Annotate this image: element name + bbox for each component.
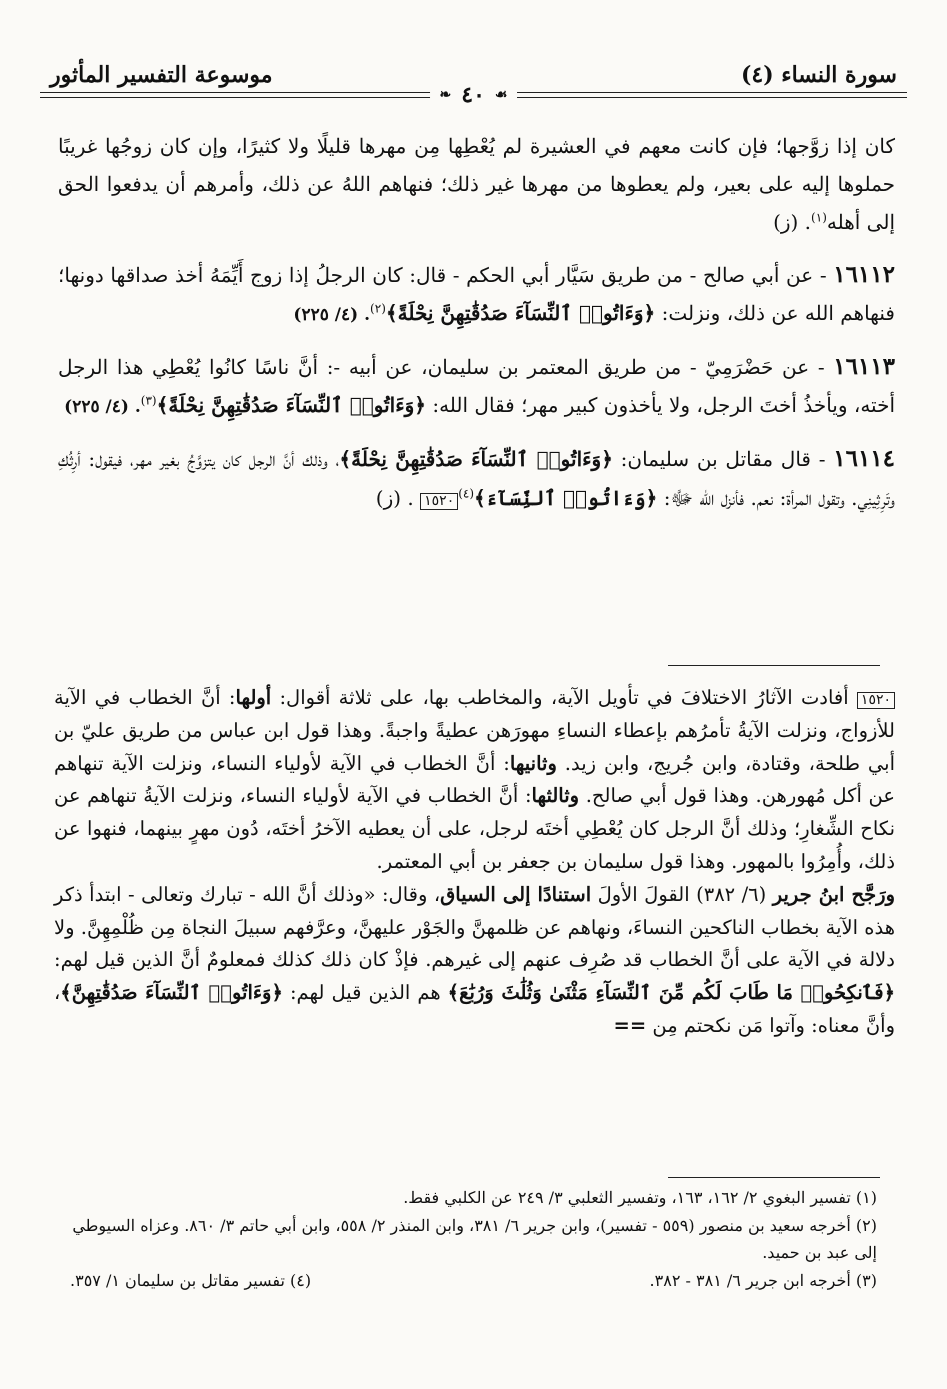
- athar-text: - قال مقاتل بن سليمان:: [612, 447, 834, 472]
- commentary-separator: [668, 665, 880, 666]
- quran-verse: ﴿وَءَاتُوا۟ ٱلنِّسَآءَ صَدُقَٰتِهِنَّ نِحْلَةً﴾: [385, 300, 656, 325]
- athar-number: ١٦١١٤: [833, 445, 896, 473]
- intro-line-1: كان إذا زوَّجها؛ فإن كانت معهم في العشيرة لم يُعْطِها مِن مهرها قليلًا ولا كثيرًا،: [235, 134, 895, 158]
- source-tag: . (ز): [773, 210, 812, 235]
- footnote-3: (٣) أخرجه ابن جرير ٦/ ٣٨١ - ٣٨٢.: [649, 1270, 877, 1290]
- footnote-marker: (١): [811, 210, 827, 225]
- commentary-paragraph: [54, 879, 895, 1043]
- footnote-1: (١) تفسير البغوي ٢/ ١٦٢، ١٦٣، وتفسير الثعلبي ٣/ ٢٤٩ عن الكلبي فقط.: [403, 1188, 877, 1207]
- intro-line-3: فنهاهم اللهُ عن ذلك، وأمرهم أن يدفعوا الحق إلى أهله: [58, 172, 895, 235]
- page-number-block: [430, 82, 518, 108]
- book-title: موسوعة التفسير المأثور: [50, 62, 273, 88]
- continuation-mark: ==: [613, 1013, 647, 1037]
- footnotes-separator: [668, 1177, 880, 1178]
- commentary-text: أفادت الآثارُ الاختلافَ في تأويل الآية، والمخاطب بها، على ثلاثة أقوال:: [271, 686, 857, 709]
- commentary-text: : أنَّ الخطاب في الآية للأزواج، ونزلت الآيةُ تأمرُهم بإعطاء النساءِ مهورَهن عطيةً واجبةً. وهذا قول ابن عباس من طريق عليّ بن أبي طلحة، وقتادة، وابن جُريج، وابن زيد.: [54, 686, 895, 775]
- page-header: [40, 50, 907, 125]
- footnote-4: (٤) تفسير مقاتل بن سليمان ١/ ٣٥٧.: [70, 1270, 312, 1290]
- athar-text: ، وذلك أنَّ الرجل كان يتزوَّجُ بغير مهر، فيقول: أرِثُكِ وتَرِثِينِي. وتقول المرأة: نعم. فأنزل الله ﷻ:: [58, 447, 895, 510]
- quran-verse: ﴿وَءَاتُوا۟ ٱلنِّسَآءَ صَدُقَٰتِهِنَّ﴾: [60, 981, 283, 1005]
- quran-verse: ﴿وَءَاتُوا۟ ٱلنِّسَآءَ صَدُقَٰتِهِنَّ نِحْلَةً﴾: [156, 393, 426, 418]
- dorr-reference: . (٤/ ٢٢٥): [64, 397, 141, 418]
- quran-verse: ﴿وَءَاتُوا۟ ٱلنِّسَآءَ صَدُقَٰتِهِنَّ نِحْلَةً﴾: [339, 447, 613, 472]
- athar-text: - عن أبي صالح - من طريق سَيَّار أبي الحكم - قال: كان الرجلُ إذا زوج أَيِّمَهُ أخذ صداقها دونها؛ فنهاهم الله عن ذلك، ونزلت:: [58, 262, 895, 325]
- surah-title: سورة النساء (٤): [740, 62, 897, 88]
- commentary-text: : أنَّ الخطاب في الآية لأولياء النساء، ونزلت الآية تنهاهم عن أكل مُهورهن. وهذا قول أبي صالح.: [54, 751, 895, 808]
- ornament-icon: ❧: [439, 87, 452, 103]
- source-tag: . (ز): [375, 485, 414, 510]
- commentary-text: ورَجَّح: [844, 882, 896, 906]
- opinion-heading: أولها: [235, 686, 272, 709]
- page-number: ٤٠: [461, 82, 485, 108]
- athar-16113: [58, 348, 895, 426]
- footnote-2: (٢) أخرجه سعيد بن منصور (٥٥٩ - تفسير)، وابن جرير ٦/ ٣٨١، وابن المنذر ٢/ ٥٥٨، وابن أبي حاتم ٣/ ٨٦٠. وعزاه السيوطي إلى عبد بن حميد.: [72, 1215, 877, 1262]
- footnotes: [70, 1184, 877, 1294]
- athar-16114: [58, 440, 895, 516]
- quran-verse: ﴿فَٱنكِحُوا۟ مَا طَابَ لَكُم مِّنَ ٱلنِّسَآءِ مَثْنَىٰ وَثُلَٰثَ وَرُبَٰعَ﴾: [447, 981, 895, 1005]
- commentary-text: ، وأنَّ معناه: وآتوا مَن نكحتم مِن: [54, 981, 895, 1037]
- footnote-row: [70, 1267, 877, 1295]
- athar-text: - عن حَضْرَمِيّ - من طريق المعتمر بن سليمان، عن أبيه -: أنَّ ناسًا كانُوا يُعْطِي هذا الرجل أخته، ويأخذُ أختَ الرجل، ولا يأخذون كبير مهر؛ فقال الله:: [58, 355, 895, 418]
- method-label: استنادًا إلى السياق: [440, 882, 592, 906]
- quran-verse: ﴿وَءَاتُوا۟ ٱلنِّسَآءَ﴾: [474, 485, 658, 510]
- commentary-number-box: ١٥٢٠: [857, 692, 895, 709]
- commentary-text: ، وقال: «وذلك أنَّ الله - تبارك وتعالى - ابتدأ ذكر هذه الآية بخطاب الناكحين النساءَ، ونهاهم عن ظلمهنَّ والجَوْر عليهنَّ، وعرَّفهم سبيلَ النجاة مِن ظُلْمِهِنَّ. ولا دلالة في الآية على أنَّ الخطاب قد صُرِف عنهم إلى غيرهم. فإذْ كان ذلك كذلك فمعلومٌ أنَّ الذين قيل لهم:: [54, 882, 895, 972]
- commentary-text: : أنَّ الخطاب في الآية لأولياء النساء، ونزلت الآيةُ تنهاهم عن نكاح الشِّغارِ؛ وذلك أنَّ الرجل كان يُعْطِي أختَه لرجل، على أن يعطيه الآخرُ أختَه، دُون مهرٍ بينهما، فنهوا عن ذلك، وأُمِرُوا بالمهور. وهذا قول سليمان بن جعفر بن أبي المعتمر.: [54, 784, 895, 873]
- opinion-heading: وثانيها: [509, 751, 557, 775]
- main-text: [58, 127, 895, 517]
- scholar-name: ابنُ جرير: [772, 882, 845, 906]
- athar-16112: [58, 256, 895, 334]
- footnote-marker: (٣): [140, 393, 157, 408]
- commentary-text: (٦/ ٣٨٢) القولَ الأولَ: [591, 882, 773, 906]
- ornament-icon: ☙: [494, 87, 508, 103]
- commentary-paragraph: [54, 682, 895, 879]
- commentary-text: هم الذين قيل لهم:: [282, 981, 448, 1005]
- commentary-ref-box: ١٥٢٠: [420, 493, 458, 510]
- intro-paragraph: [58, 127, 895, 242]
- footnote-marker: (٤): [458, 485, 475, 500]
- athar-number: ١٦١١٢: [833, 260, 895, 288]
- intro-line-2: وإن كان زوجُها غريبًا حملوها إليه على بعير، ولم يعطوها من مهرها غير ذلك؛: [58, 134, 895, 197]
- athar-number: ١٦١١٣: [833, 353, 895, 381]
- commentary-block: [54, 682, 895, 1043]
- footnote-marker: (٢): [370, 301, 386, 316]
- dorr-reference: . (٤/ ٢٢٥): [293, 304, 371, 325]
- opinion-heading: وثالثها: [531, 784, 580, 808]
